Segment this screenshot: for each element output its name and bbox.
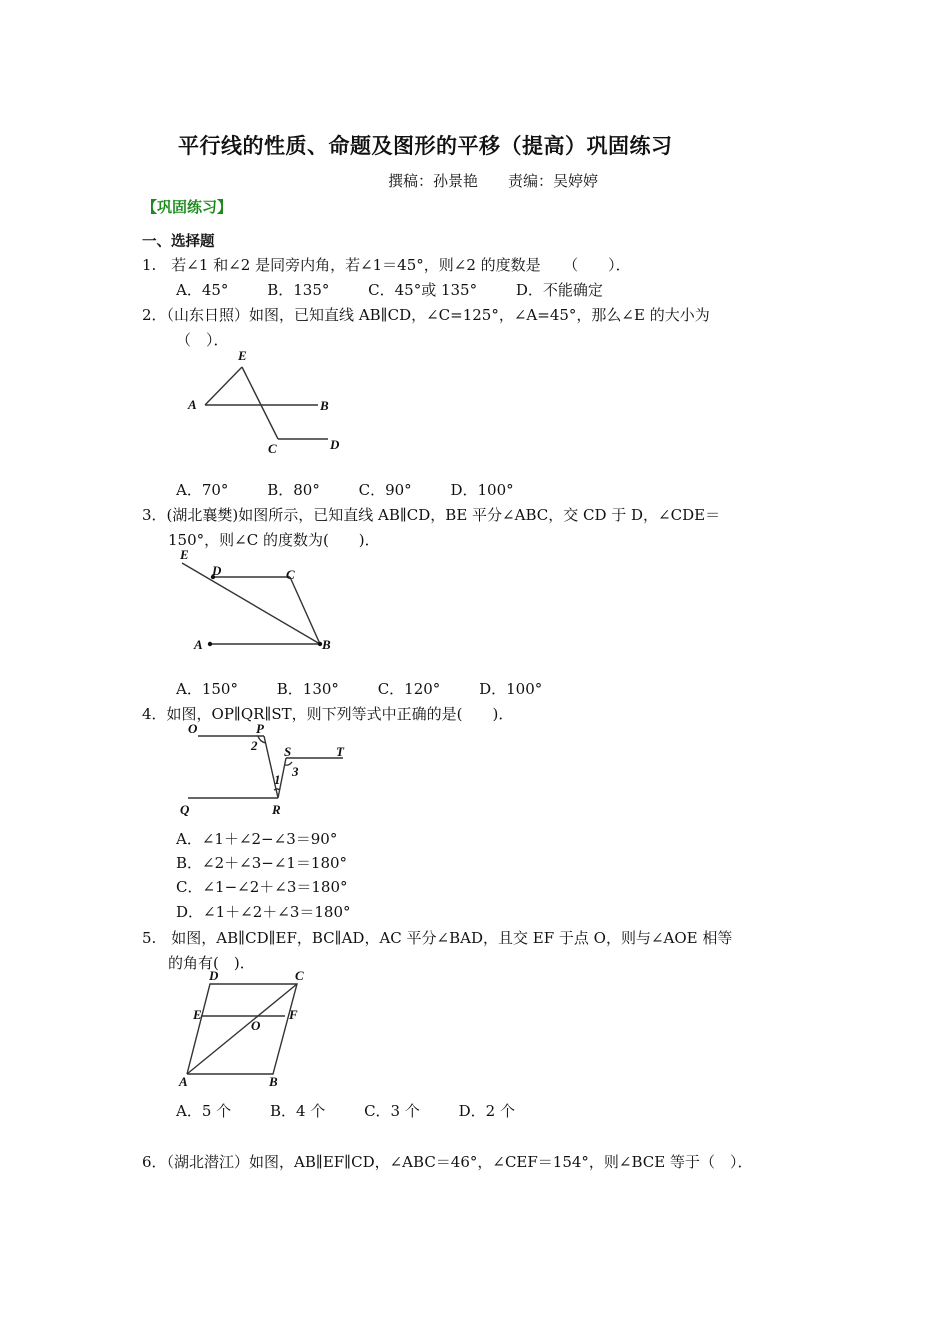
q2-label-e: E — [238, 348, 247, 363]
q4-label-2: 2 — [251, 738, 258, 753]
q4-option-b: B．∠2＋∠3−∠1＝180° — [176, 854, 348, 872]
q5-label-d: D — [209, 968, 219, 983]
q3-figure — [170, 545, 340, 660]
q4-option-a: A．∠1＋∠2−∠3＝90° — [176, 830, 338, 848]
q3-label-b: B — [322, 637, 331, 652]
q3-label-e: E — [180, 547, 189, 562]
q5-line1: 5. 如图，AB∥CD∥EF，BC∥AD，AC 平分∠BAD，且交 EF 于点 O，则与∠AOE 相等 — [142, 929, 733, 947]
heading-multiple-choice: 一、选择题 — [142, 234, 215, 250]
q3-label-a: A — [194, 637, 203, 652]
q2-option-c: C．90° — [358, 481, 412, 499]
q2-line1: 2．（山东日照）如图，已知直线 AB∥CD，∠C=125°，∠A=45°，那么∠E 的大小为 — [142, 306, 710, 324]
q4-label-s: S — [284, 744, 292, 759]
q1-option-b: B．135° — [267, 281, 330, 299]
q4-angle-3-arc — [285, 762, 292, 765]
q4-option-c: C．∠1−∠2＋∠3＝180° — [176, 878, 348, 896]
q1-options — [176, 279, 637, 300]
q3-option-a: A．150° — [176, 680, 238, 698]
q5-diagonal-ac — [187, 984, 297, 1074]
q5-label-b: B — [269, 1074, 278, 1089]
q4-angle-1-arc — [274, 789, 280, 790]
q5-option-b: B．4 个 — [269, 1102, 326, 1120]
q3-line1: 3．(湖北襄樊)如图所示，已知直线 AB∥CD，BE 平分∠ABC，交 CD 于 D，∠CDE＝ — [142, 506, 721, 524]
q4-label-r: R — [272, 802, 281, 817]
q3-options — [176, 678, 576, 699]
q4-label-p: P — [256, 721, 264, 736]
q3-point-a — [208, 642, 212, 646]
q2-line-ae — [205, 367, 242, 405]
q4-figure — [178, 718, 358, 818]
q3-label-c: C — [286, 567, 295, 582]
q2-label-d: D — [330, 437, 340, 452]
q5-label-e: E — [193, 1007, 202, 1022]
q2-option-d: D．100° — [450, 481, 514, 499]
q1-text: 1. 若∠1 和∠2 是同旁内角，若∠1＝45°，则∠2 的度数是 （ ）． — [142, 256, 631, 274]
q3-option-c: C．120° — [377, 680, 441, 698]
q6-text: 6．（湖北潜江）如图，AB∥EF∥CD，∠ABC＝46°，∠CEF＝154°，则∠BCE 等于（ ）． — [142, 1153, 753, 1171]
q2-figure — [180, 345, 350, 460]
q2-option-b: B．80° — [267, 481, 320, 499]
q5-label-o: O — [251, 1018, 261, 1033]
q2-label-c: C — [268, 441, 277, 456]
q3-line-cb — [290, 577, 320, 644]
q5-label-a: A — [179, 1074, 188, 1089]
q4-label-1: 1 — [274, 772, 281, 787]
q4-text: 4．如图，OP∥QR∥ST，则下列等式中正确的是( )． — [142, 705, 514, 723]
q2-line-ec — [242, 367, 278, 439]
q4-option-d: D．∠1＋∠2＋∠3＝180° — [176, 903, 351, 921]
byline: 撰稿：孙景艳 责编：吴婷婷 — [388, 172, 599, 190]
q5-figure — [175, 966, 325, 1091]
q2-option-a: A．70° — [176, 481, 229, 499]
q2-label-a: A — [188, 397, 197, 412]
q4-label-q: Q — [180, 802, 190, 817]
q5-option-a: A．5 个 — [176, 1102, 232, 1120]
q4-label-t: T — [336, 744, 344, 759]
q5-line2: 的角有( )． — [168, 954, 255, 972]
q5-label-f: F — [289, 1007, 298, 1022]
q3-option-d: D．100° — [479, 680, 543, 698]
q2-label-b: B — [320, 398, 329, 413]
page-title: 平行线的性质、命题及图形的平移（提高）巩固练习 — [178, 134, 673, 158]
q1-option-a: A．45° — [176, 281, 229, 299]
section-label: 【巩固练习】 — [142, 198, 233, 216]
q3-label-d: D — [212, 563, 222, 578]
q4-label-3: 3 — [292, 764, 299, 779]
q5-option-d: D．2 个 — [458, 1102, 515, 1120]
q3-line2: 150°，则∠C 的度数为( )． — [168, 531, 380, 549]
q3-option-b: B．130° — [276, 680, 339, 698]
q5-label-c: C — [295, 968, 304, 983]
q2-options — [176, 479, 548, 500]
q1-option-d: D．不能确定 — [515, 281, 603, 299]
q1-option-c: C．45°或 135° — [368, 281, 478, 299]
q5-options — [176, 1100, 549, 1121]
q3-line-eb — [182, 563, 320, 644]
q4-label-o: O — [188, 721, 198, 736]
q5-option-c: C．3 个 — [364, 1102, 420, 1120]
q2-line2: （ ）． — [176, 331, 229, 349]
